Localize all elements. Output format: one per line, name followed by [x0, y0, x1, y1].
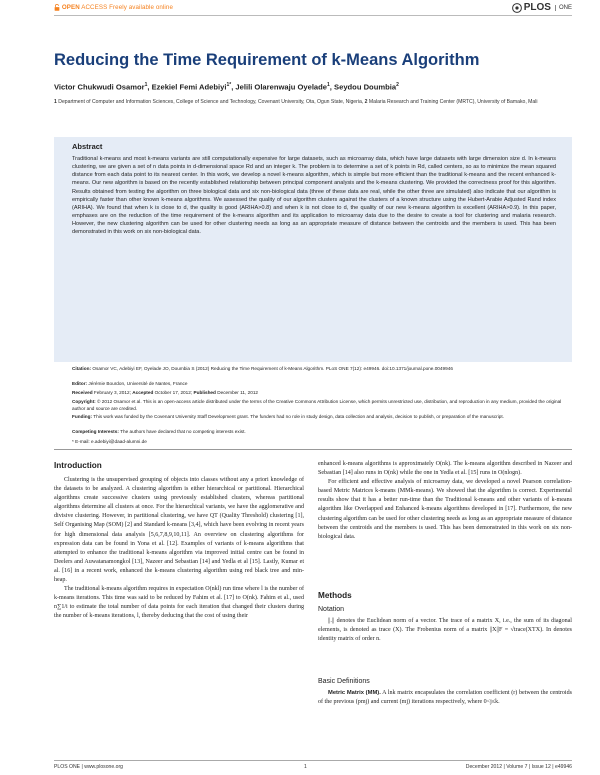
author-affiliation-mark: 1* [226, 82, 232, 88]
plos-mark-icon [512, 3, 522, 13]
header-body-divider [54, 449, 572, 450]
editor-label: Editor: [72, 381, 88, 386]
competing-interests-block [72, 429, 572, 436]
editor-block [72, 381, 572, 388]
article-title: Reducing the Time Requirement of k-Means Algorithm [54, 51, 480, 69]
intro-paragraph-1: Clustering is the unsupervised grouping of objects into classes without any a priori knowledge of the datasets to be analyzed. A clustering algorithm is either hierarchical or partitional. Hierarchical algorithms create successive clusters using previously established clusters, whereas partitional algorithms determine all clusters at once. For the hierarchical variants, we have the agglomerative and divisive clustering. However, in partitional clustering, we have QT (Quality Threshold) clustering [1], Self Organising Map (SOM) [2] and Standard k-means [3,4], which have been evolving in recent years for high dimensional data analysis [5,6,7,8,9,10,11]. An overview on clustering algorithms for expression data can be found in Yona et al. [12]. Examples of variants of k-means algorithms that attempted to enhance the traditional k-means algorithm via improved initial centre can be found in Deelers and Auwatanamongkol [13], Nazeer and Sebastian [14] and Yedla et al [15]. Lastly, Kumar et al. [16] in a recent work, enhanced the k-means clustering algorithm using red black tree and min-heap. [54, 477, 304, 584]
page-footer [54, 760, 572, 770]
basic-definitions-heading: Basic Definitions [318, 678, 370, 685]
plos-one-text: ONE [555, 5, 572, 11]
received-date: February 3, 2012; [93, 390, 131, 395]
journal-header [0, 0, 600, 20]
email-line [72, 439, 572, 446]
corresponding-email: * E-mail: e.adebiyi@daad-alumni.de [72, 439, 147, 444]
affiliation-text: Department of Computer and Information Sciences, College of Science and Technology, Covenant University, Ota, Ogun State, Nigeria, [58, 99, 364, 105]
copyright-label: Copyright: [72, 399, 96, 404]
editor-text: Jérémie Bourdon, Université de Nantes, France [88, 381, 188, 386]
abstract-box [54, 137, 572, 362]
author-name: Victor Chukwudi Osamor [54, 82, 145, 92]
footer-issue: December 2012 | Volume 7 | Issue 12 | e49946 [465, 764, 572, 770]
introduction-left-column [54, 476, 304, 622]
notation-paragraph [318, 617, 572, 644]
author-affiliation-mark: 1 [327, 82, 330, 88]
author-list: Victor Chukwudi Osamor$^1$, Ezekiel Femi Adebiyi$^{1*}$, Jelili Olarenwaju Oyelade$^1$, Seydou Doumbia$^2$ [54, 82, 399, 92]
open-lock-icon [54, 4, 60, 11]
affiliations [54, 99, 574, 107]
dates-block [72, 390, 572, 397]
open-access-banner [54, 4, 173, 11]
intro-paragraph-2: The traditional k-means algorithm requires in expectation O(nkl) run time where l is the number of k-means iterations. This time was said to be reduced by Fahim et al. [17] to O(nk). Fahim et al., used n∑1/i to estimate the total number of data points for each iteration that changed their clusters during the number of k-means iterations, l, thereby deducing that the cost of using their [54, 586, 304, 620]
affiliation-number: 2 [364, 99, 368, 105]
notation-heading: Notation [318, 606, 345, 613]
open-access-bold: OPEN [61, 4, 80, 12]
copyright-block [72, 399, 572, 412]
affiliation-text: Malaria Research and Training Center (MRTC), University of Bamako, Mali [368, 99, 538, 105]
competing-interests-text: The authors have declared that no competing interests exist. [120, 429, 246, 434]
author-name: Jelili Olarenwaju Oyelade [235, 82, 328, 92]
accepted-date: October 17, 2012; [154, 390, 193, 395]
citation-text: Osamor VC, Adebiyi EF, Oyelade JO, Doumbia S (2012) Reducing the Time Requirement of k-Means Algorithm. PLoS ONE 7(12): e49946. doi:10.1371/journal.pone.0049946 [92, 366, 453, 371]
author-name: Seydou Doumbia [334, 82, 397, 92]
published-label: Published [193, 390, 216, 395]
author-affiliation-mark: 2 [396, 82, 399, 88]
methods-heading: Methods [318, 591, 352, 600]
affiliation-number: 1 [54, 99, 57, 105]
competing-interests-label: Competing Interests: [72, 429, 119, 434]
footer-journal: PLOS ONE | www.plosone.org [54, 764, 123, 770]
plos-logo-text: PLOS [523, 2, 551, 13]
intro-paragraph-4: For efficient and effective analysis of microarray data, we developed a novel Pearson correlation-based Metric Matrices k-means (MMk-means). We showed that the algorithm is correct. Experimental results show that it has a better run-time than the Traditional k-means and other variants of k-means algorithm like Overlapped and Enhanced k-means algorithms developed in [17]. Furthermore, the new clustering algorithm can be used for other clustering needs as long as an appropriate measure of distance between the centroids and the members is used. This has been demonstrated in this work on six non-biological data. [318, 479, 572, 540]
open-access-text: ACCESS Freely available online [81, 4, 173, 12]
copyright-text: © 2012 Osamor et al. This is an open-access article distributed under the terms of the Creative Commons Attribution License, which permits unrestricted use, distribution, and reproduction in any medium, provided the original author and source are credited. [72, 399, 562, 411]
introduction-right-column [318, 460, 572, 542]
accepted-label: Accepted [132, 390, 154, 395]
metric-matrix-label: Metric Matrix (MM). [328, 690, 381, 696]
abstract-text: Traditional k-means and most k-means variants are still computationally expensive for large datasets, such as microarray data, which have large datasets with large dimension size d. In k-means clustering, we are given a set of n data points in d-dimensional space Rd and an integer k. The problem is to determine a set of k points in Rd, called centers, so as to minimize the mean squared distance from each data point to its nearest center. In this work, we develop a novel k-means algorithm, which is simple but more efficient than the traditional k-means and the recent enhanced k-means. Our new algorithm is based on the recently established relationship between principal component analysis and the k-means clustering. We provided the correctness proof for this algorithm. Results obtained from testing the algorithm on three biological data and six non-biological data (three of these data are real, while the other three are simulated) also indicate that our algorithm is empirically faster than other known k-means algorithms. We assessed the quality of our algorithm clusters against the clusters of a known structure using the Hubert-Arabie Adjusted Rand index (ARIHA). We found that when k is close to d, the quality is good (ARIHA>0.8) and when k is not close to d, the quality of our new k-means algorithm is excellent (ARIHA>0.9). In this paper, emphases are on the reduction of the time requirement of the k-means algorithm and its application to microarray data due to the desire to create a tool for clustering and malaria research. However, the new clustering algorithm can be used for other clustering needs as long as an appropriate measure of distance between the centroids and the members is used. This has been demonstrated in this work on six non-biological data. [72, 156, 556, 236]
introduction-heading: Introduction [54, 461, 102, 470]
footer-page-number: 1 [304, 764, 307, 770]
plos-logo [512, 2, 572, 13]
funding-label: Funding: [72, 414, 93, 419]
author-name: Ezekiel Femi Adebiyi [151, 82, 227, 92]
received-label: Received [72, 390, 93, 395]
citation-label: Citation: [72, 366, 92, 371]
header-rule [54, 15, 572, 16]
citation-block [72, 366, 572, 373]
funding-block [72, 414, 572, 421]
author-affiliation-mark: 1 [144, 82, 148, 88]
metric-matrix-text: A lnk matrix encapsulates the correlation coefficient (r) between the centroids of the previous (pmj) and current (mj) iterations respectively, where 0<j≤k. [318, 690, 572, 706]
published-date: December 11, 2012 [217, 390, 259, 395]
basic-definitions-paragraph [318, 689, 572, 707]
funding-text: This work was funded by the Covenant University Staff Development grant. The funders had no role in study design, data collection and analysis, decision to publish, or preparation of the manuscript. [93, 414, 505, 419]
notation-text: ||.|| denotes the Euclidean norm of a vector. The trace of a matrix X, i.e., the sum of its diagonal elements, is denoted as trace (X). The Frobenius norm of a matrix ||X||F = √trace(XTX). In denotes identity matrix of order n. [318, 618, 572, 643]
abstract-heading: Abstract [72, 142, 103, 151]
intro-paragraph-3: enhanced k-means algorithms is approximately O(nk). The k-means algorithm described in Nazeer and Sebastian [14] also runs in O(nk) while the one in Yedla et al. [15] runs in O(nlogn). [318, 461, 572, 477]
